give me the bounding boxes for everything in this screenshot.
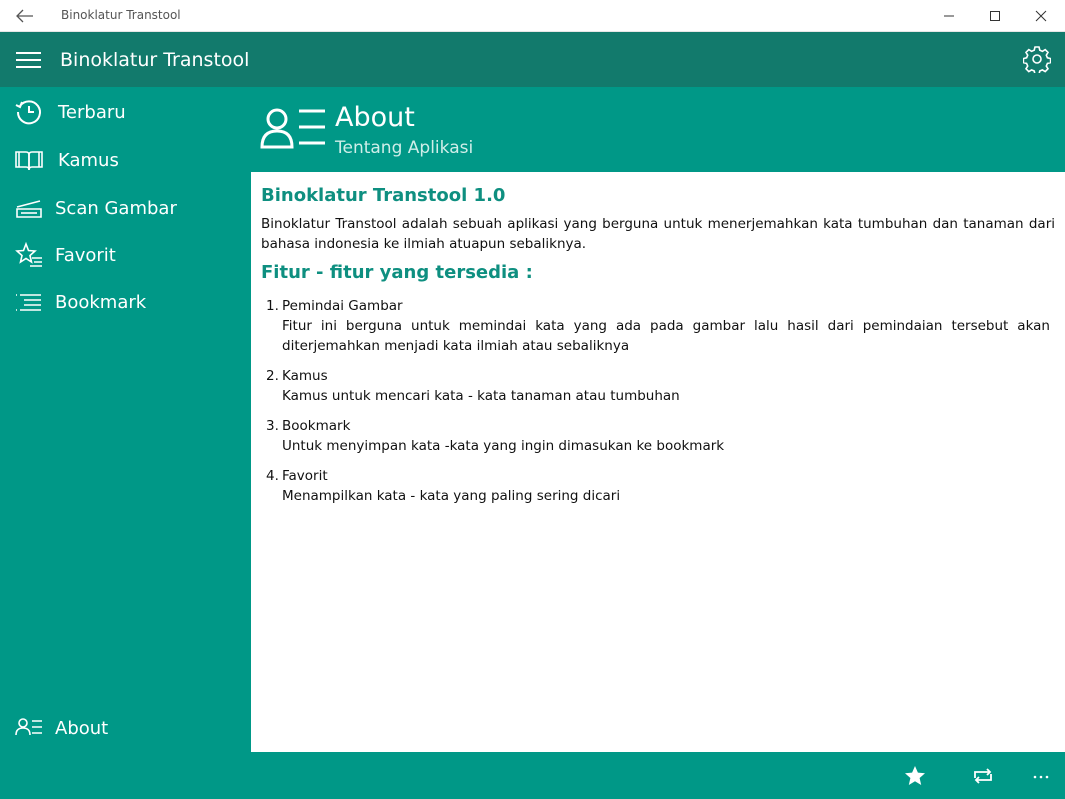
feature-name: Pemindai Gambar	[282, 298, 403, 314]
page-header	[251, 87, 1065, 172]
window-title: Binoklatur Transtool	[61, 8, 181, 22]
feature-name: Favorit	[282, 468, 328, 484]
sidebar-item-label: Favorit	[55, 244, 116, 266]
feature-description: Fitur ini berguna untuk memindai kata yang ada pada gambar lalu hasil dari pemindaian tersebut akan diterjemahkan menjadi kata ilmiah atau sebaliknya	[282, 318, 1050, 354]
sidebar-item-about[interactable]	[0, 706, 251, 750]
about-content	[251, 172, 1065, 752]
more-icon	[1029, 764, 1053, 788]
sidebar-item-favorit[interactable]	[0, 233, 251, 277]
sidebar-item-bookmark[interactable]	[0, 280, 251, 324]
sidebar-item-label: Scan Gambar	[55, 197, 177, 219]
feature-number: 2.	[266, 368, 279, 384]
minimize-button[interactable]	[926, 0, 972, 32]
history-icon	[14, 97, 44, 127]
back-arrow-icon[interactable]	[14, 6, 36, 26]
sidebar-item-label: Bookmark	[55, 291, 147, 313]
favorite-button[interactable]	[902, 764, 928, 788]
app-version-heading: Binoklatur Transtool 1.0	[261, 185, 506, 206]
app-header	[0, 32, 1065, 87]
contact-info-icon	[259, 105, 329, 151]
book-icon	[14, 145, 44, 175]
page-subtitle: Tentang Aplikasi	[335, 138, 474, 158]
sidebar-item-label: About	[55, 717, 109, 739]
more-button[interactable]	[1028, 764, 1054, 788]
sidebar	[0, 87, 251, 752]
feature-number: 4.	[266, 468, 279, 484]
sidebar-item-scan-gambar[interactable]	[0, 186, 251, 230]
page-title: About	[335, 102, 415, 133]
close-icon	[1035, 10, 1047, 22]
hamburger-menu-icon[interactable]	[16, 50, 42, 70]
feature-description: Menampilkan kata - kata yang paling sering dicari	[282, 488, 621, 504]
sidebar-item-label: Kamus	[58, 149, 119, 171]
window-titlebar	[0, 0, 1065, 32]
feature-name: Bookmark	[282, 418, 351, 434]
scanner-icon	[14, 193, 44, 223]
feature-description: Untuk menyimpan kata -kata yang ingin dimasukan ke bookmark	[282, 438, 725, 454]
app-description: Binoklatur Transtool adalah sebuah aplikasi yang berguna untuk menerjemahkan kata tumbuhan dan tanaman dari bahasa indonesia ke ilmiah atuapun sebaliknya.	[261, 216, 1055, 252]
repeat-button[interactable]	[970, 764, 996, 788]
sidebar-item-terbaru[interactable]	[0, 90, 251, 134]
minimize-icon	[943, 10, 955, 22]
command-bar	[0, 752, 1065, 799]
feature-name: Kamus	[282, 368, 328, 384]
star-list-icon	[14, 240, 44, 270]
feature-number: 3.	[266, 418, 279, 434]
feature-number: 1.	[266, 298, 279, 314]
maximize-icon	[989, 10, 1001, 22]
sidebar-item-label: Terbaru	[58, 101, 126, 123]
bookmark-list-icon	[14, 287, 44, 317]
feature-description: Kamus untuk mencari kata - kata tanaman atau tumbuhan	[282, 388, 680, 404]
app-title: Binoklatur Transtool	[60, 49, 250, 71]
close-button[interactable]	[1018, 0, 1064, 32]
repeat-icon	[971, 764, 995, 788]
contact-info-icon	[14, 713, 44, 743]
gear-icon[interactable]	[1023, 45, 1051, 73]
maximize-button[interactable]	[972, 0, 1018, 32]
star-icon	[903, 764, 927, 788]
features-heading: Fitur - fitur yang tersedia :	[261, 262, 533, 283]
sidebar-item-kamus[interactable]	[0, 138, 251, 182]
